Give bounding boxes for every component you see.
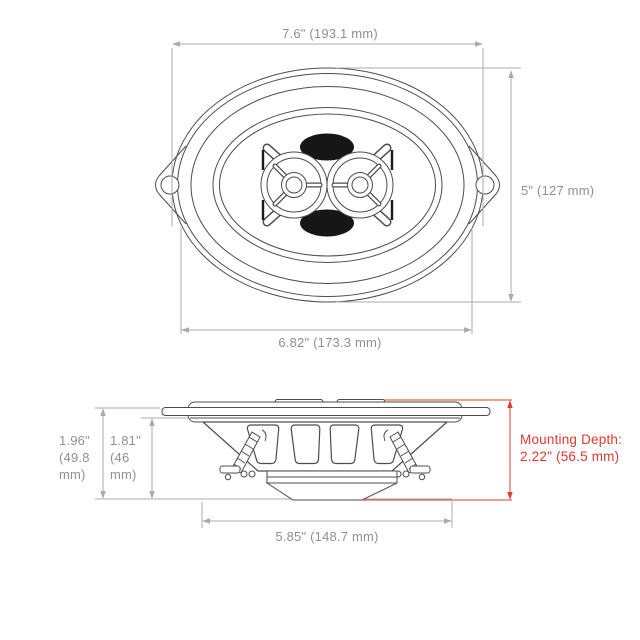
label-cutout-width: 6.82" (173.3 mm) xyxy=(278,335,382,350)
driver-left xyxy=(261,152,327,218)
dim-basket-depth xyxy=(110,418,188,499)
ear-hole-left xyxy=(161,176,179,194)
speaker-side-drawing xyxy=(162,400,490,501)
label-frame-width: 5.85" (148.7 mm) xyxy=(275,529,379,544)
top-view xyxy=(156,26,595,350)
side-view xyxy=(59,400,622,545)
dim-cutout-width xyxy=(181,228,472,350)
magnet xyxy=(267,471,397,500)
label-mounting-depth-2: 2.22" (56.5 mm) xyxy=(520,449,620,464)
dim-frame-width xyxy=(202,501,452,544)
label-overall-height: 5" (127 mm) xyxy=(521,183,595,198)
label-total-depth-1: 1.96" xyxy=(59,433,90,448)
driver-right xyxy=(327,152,393,218)
dual-driver-assembly xyxy=(261,134,393,237)
speaker-front-drawing xyxy=(156,68,500,302)
label-total-depth-2: (49.8 xyxy=(59,450,90,465)
label-basket-depth-1: 1.81" xyxy=(110,433,141,448)
ear-hole-right xyxy=(476,176,494,194)
label-total-depth-3: mm) xyxy=(59,467,86,482)
label-overall-width: 7.6" (193.1 mm) xyxy=(282,26,378,41)
mounting-flange xyxy=(162,408,490,416)
label-basket-depth-3: mm) xyxy=(110,467,137,482)
label-basket-depth-2: (46 xyxy=(110,450,130,465)
label-mounting-depth-1: Mounting Depth: xyxy=(520,432,623,447)
